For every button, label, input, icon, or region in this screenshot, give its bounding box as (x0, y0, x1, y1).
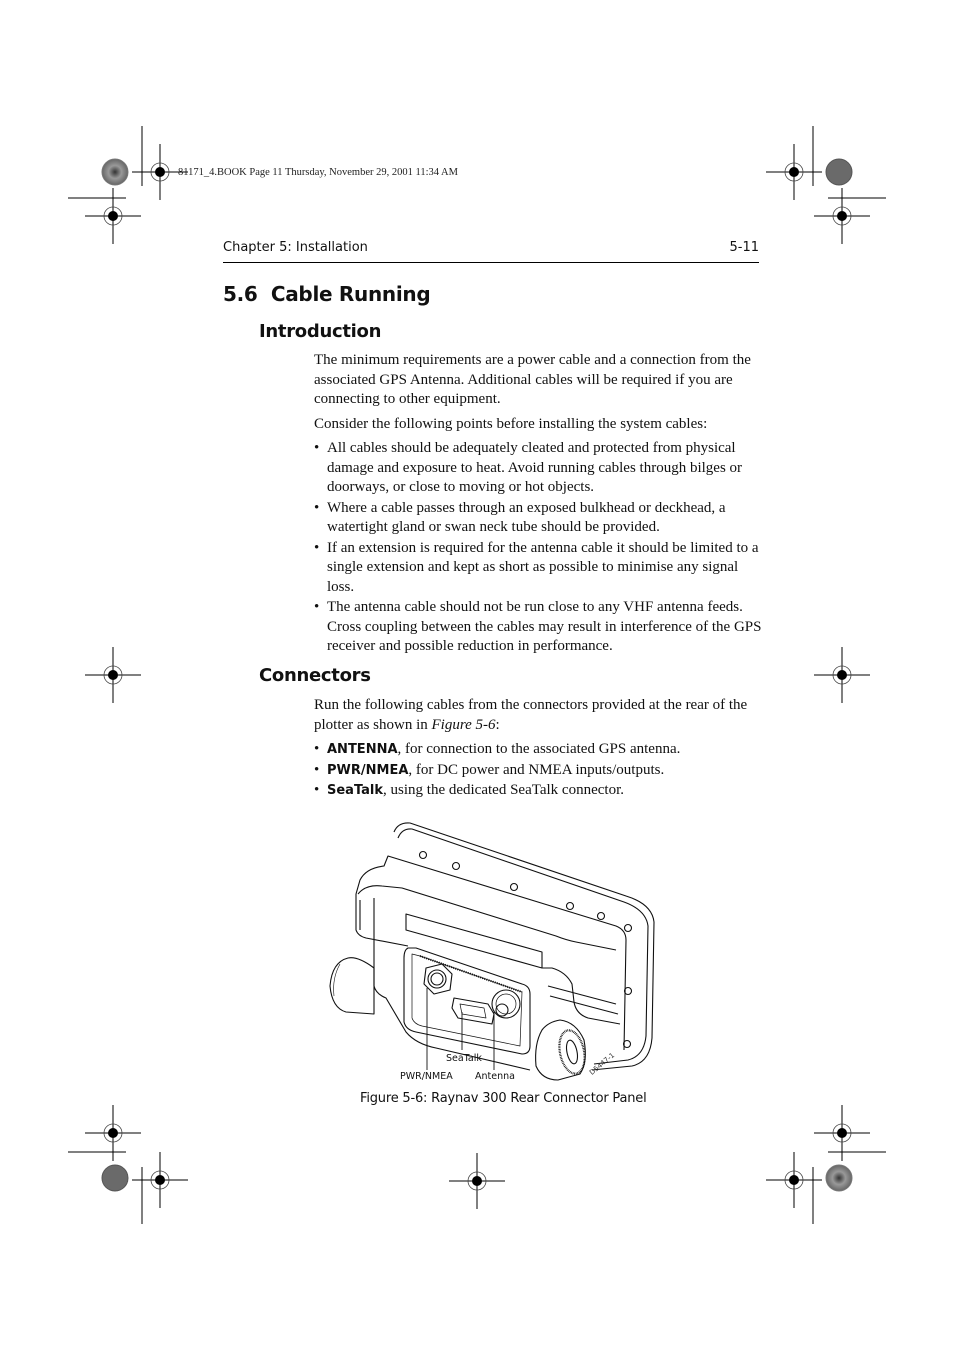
introduction-heading: Introduction (259, 321, 382, 342)
list-item: • SeaTalk, using the dedicated SeaTalk connector. (314, 781, 762, 801)
figure-reference: Figure 5-6 (431, 716, 496, 733)
pwr-nmea-callout-label: PWR/NMEA (400, 1071, 453, 1082)
figure-caption: Figure 5-6: Raynav 300 Rear Connector Panel (360, 1091, 647, 1106)
print-slug: 81171_4.BOOK Page 11 Thursday, November 29, 2001 11:34 AM (178, 167, 458, 178)
intro-paragraph-2: Consider the following points before installing the system cables: (314, 415, 708, 432)
chapter-title: Chapter 5: Installation (223, 240, 368, 255)
drawing-code: D5447-1 (587, 1051, 617, 1077)
running-header (223, 240, 759, 263)
connectors-heading: Connectors (259, 665, 371, 686)
antenna-callout-label: Antenna (475, 1071, 515, 1082)
connectors-list (314, 740, 762, 801)
cable-points-list (314, 439, 762, 657)
list-item: • Where a cable passes through an exposed bulkhead or deckhead, a watertight gland or swan neck tube should be provided. (314, 499, 762, 538)
connectors-paragraph: Run the following cables from the connectors provided at the rear of the plotter as shown in Figure 5-6: (314, 697, 748, 733)
introduction-body (314, 351, 762, 658)
intro-paragraph: The minimum requirements are a power cable and a connection from the associated GPS Antenna. Additional cables will be required if you are connecting to other equipment. (314, 352, 751, 407)
list-item: • All cables should be adequately cleated and protected from physical damage and exposure to heat. Avoid running cables through bilges or doorways, or close to moving or hot objects. (314, 439, 762, 498)
section-title: 5.6 Cable Running (223, 282, 431, 306)
list-item: • ANTENNA, for connection to the associated GPS antenna. (314, 740, 762, 760)
seatalk-callout-label: SeaTalk (446, 1053, 482, 1064)
list-item: • If an extension is required for the antenna cable it should be limited to a single extension and kept as short as possible to minimise any signal loss. (314, 539, 762, 598)
connectors-body (314, 696, 762, 802)
list-item: • PWR/NMEA, for DC power and NMEA inputs/outputs. (314, 761, 762, 781)
rear-connector-panel-illustration (326, 818, 660, 1088)
page-number: 5-11 (729, 240, 759, 255)
list-item: • The antenna cable should not be run close to any VHF antenna feeds. Cross coupling between the cables may result in interference of the GPS receiver and possible reduction in performance. (314, 598, 762, 657)
